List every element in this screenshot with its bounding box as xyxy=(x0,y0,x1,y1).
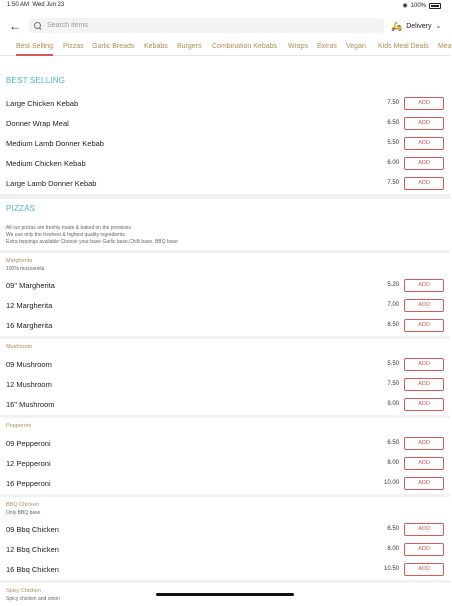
tab-best-selling[interactable]: Best Selling xyxy=(16,40,53,56)
category-tabs xyxy=(0,40,450,56)
scooter-icon: 🛵 xyxy=(391,20,403,31)
item-name: 09 Mushroom xyxy=(6,360,52,369)
item-price: 6.50 xyxy=(387,120,399,126)
item-price: 10.50 xyxy=(383,566,399,572)
add-button[interactable]: ADD xyxy=(404,477,444,490)
menu-item-row[interactable] xyxy=(0,434,450,454)
item-price: 7.00 xyxy=(387,302,399,308)
tab-kids-meal-deals[interactable]: Kids Meal Deals xyxy=(378,43,429,50)
menu-item-row[interactable] xyxy=(0,355,450,375)
tab-wraps[interactable]: Wraps xyxy=(288,43,309,50)
menu-item-row[interactable] xyxy=(0,454,450,474)
add-button[interactable]: ADD xyxy=(404,117,444,130)
item-price: 10.00 xyxy=(383,480,399,486)
section-title-pizzas: PIZZAS xyxy=(6,204,36,213)
tab-combination-kebabs[interactable]: Combination Kebabs xyxy=(212,43,277,50)
item-price: 5.50 xyxy=(387,140,399,146)
add-button[interactable]: ADD xyxy=(404,523,444,536)
group-title: Spicy Chicken xyxy=(6,588,41,594)
item-name: 16 Margherita xyxy=(6,321,53,330)
menu-item-row[interactable] xyxy=(0,540,450,560)
menu-item-row[interactable] xyxy=(0,296,450,316)
item-name: 16 Pepperoni xyxy=(6,479,51,488)
group-subtitle: Only BBQ base xyxy=(6,510,41,516)
status-bar xyxy=(0,0,450,11)
item-name: Medium Lamb Donner Kebab xyxy=(6,139,104,148)
section-title-best-selling: BEST SELLING xyxy=(6,76,66,85)
item-name: Large Chicken Kebab xyxy=(6,99,79,108)
back-arrow-icon[interactable]: ← xyxy=(9,19,21,33)
add-button[interactable]: ADD xyxy=(404,563,444,576)
menu-item-row[interactable] xyxy=(0,316,450,336)
battery-percent: 100% xyxy=(410,2,426,9)
item-name: 12 Margherita xyxy=(6,301,53,310)
home-indicator xyxy=(156,593,294,596)
search-box[interactable] xyxy=(29,18,384,33)
add-button[interactable]: ADD xyxy=(404,398,444,411)
item-name: 12 Bbq Chicken xyxy=(6,545,59,554)
item-price: 7.50 xyxy=(387,100,399,106)
menu-item-row[interactable] xyxy=(0,134,450,154)
menu-item-row[interactable] xyxy=(0,114,450,134)
item-name: 12 Mushroom xyxy=(6,380,52,389)
add-button[interactable]: ADD xyxy=(404,137,444,150)
item-price: 5.50 xyxy=(387,361,399,367)
chevron-down-icon: ⌄ xyxy=(435,23,442,30)
tab-kebabs[interactable]: Kebabs xyxy=(144,43,168,50)
add-button[interactable]: ADD xyxy=(404,319,444,332)
add-button[interactable]: ADD xyxy=(404,97,444,110)
search-icon xyxy=(34,22,42,30)
group-subtitle: 100% mozzarella xyxy=(6,266,45,272)
item-price: 8.50 xyxy=(387,322,399,328)
menu-item-row[interactable] xyxy=(0,560,450,580)
item-price: 6.00 xyxy=(387,160,399,166)
item-name: 09 Pepperoni xyxy=(6,439,51,448)
add-button[interactable]: ADD xyxy=(404,457,444,470)
add-button[interactable]: ADD xyxy=(404,437,444,450)
delivery-label: Delivery xyxy=(406,22,432,30)
battery-icon xyxy=(429,3,441,9)
add-button[interactable]: ADD xyxy=(404,378,444,391)
item-price: 5.20 xyxy=(387,282,399,288)
wifi-icon: ◉ xyxy=(402,3,408,9)
menu-item-row[interactable] xyxy=(0,520,450,540)
menu-item-row[interactable] xyxy=(0,174,450,194)
item-price: 6.50 xyxy=(387,526,399,532)
menu-content xyxy=(0,57,450,600)
group-title: Mushroom xyxy=(6,344,32,350)
group-title: Margherita xyxy=(6,258,33,264)
tab-extras[interactable]: Extras xyxy=(317,43,337,50)
item-name: 16" Mushroom xyxy=(6,400,55,409)
add-button[interactable]: ADD xyxy=(404,279,444,292)
item-price: 7.50 xyxy=(387,381,399,387)
menu-item-row[interactable] xyxy=(0,375,450,395)
item-price: 8.00 xyxy=(387,546,399,552)
menu-item-row[interactable] xyxy=(0,154,450,174)
item-name: 12 Pepperoni xyxy=(6,459,51,468)
status-time: 1:50 AM Wed Jun 23 xyxy=(7,2,65,8)
tab-burgers[interactable]: Burgers xyxy=(177,43,202,50)
add-button[interactable]: ADD xyxy=(404,299,444,312)
menu-item-row[interactable] xyxy=(0,94,450,114)
menu-item-row[interactable] xyxy=(0,395,450,415)
add-button[interactable]: ADD xyxy=(404,157,444,170)
item-price: 8.00 xyxy=(387,460,399,466)
group-title: Pepperoni xyxy=(6,423,32,429)
tab-garlic-breads[interactable]: Garlic Breads xyxy=(92,43,135,50)
add-button[interactable]: ADD xyxy=(404,358,444,371)
header xyxy=(0,17,450,35)
tab-mea[interactable]: Mea xyxy=(438,43,452,50)
search-input[interactable] xyxy=(47,22,367,29)
item-price: 7.50 xyxy=(387,180,399,186)
tab-vegan[interactable]: Vegan xyxy=(346,43,366,50)
add-button[interactable]: ADD xyxy=(404,177,444,190)
status-right xyxy=(402,2,441,9)
section-description: Extra toppings available Choose your base Garlic base,Chilli base, BBQ base xyxy=(6,239,178,245)
section-description: All our pizzas are freshly made & baked on the premises xyxy=(6,225,132,231)
item-name: Medium Chicken Kebab xyxy=(6,159,86,168)
menu-item-row[interactable] xyxy=(0,474,450,494)
tab-pizzas[interactable]: Pizzas xyxy=(63,43,84,50)
item-price: 9.00 xyxy=(387,401,399,407)
item-name: 09" Margherita xyxy=(6,281,55,290)
item-price: 6.50 xyxy=(387,440,399,446)
group-subtitle: Spicy chicken and onion xyxy=(6,596,60,602)
section-description: We use only the freshest & highest quality ingredients xyxy=(6,232,125,238)
group-title: BBQ Chicken xyxy=(6,502,40,508)
item-name: 09 Bbq Chicken xyxy=(6,525,59,534)
menu-item-row[interactable] xyxy=(0,276,450,296)
item-name: 16 Bbq Chicken xyxy=(6,565,59,574)
delivery-selector[interactable] xyxy=(391,19,441,33)
add-button[interactable]: ADD xyxy=(404,543,444,556)
item-name: Large Lamb Donner Kebab xyxy=(6,179,97,188)
item-name: Donner Wrap Meal xyxy=(6,119,69,128)
